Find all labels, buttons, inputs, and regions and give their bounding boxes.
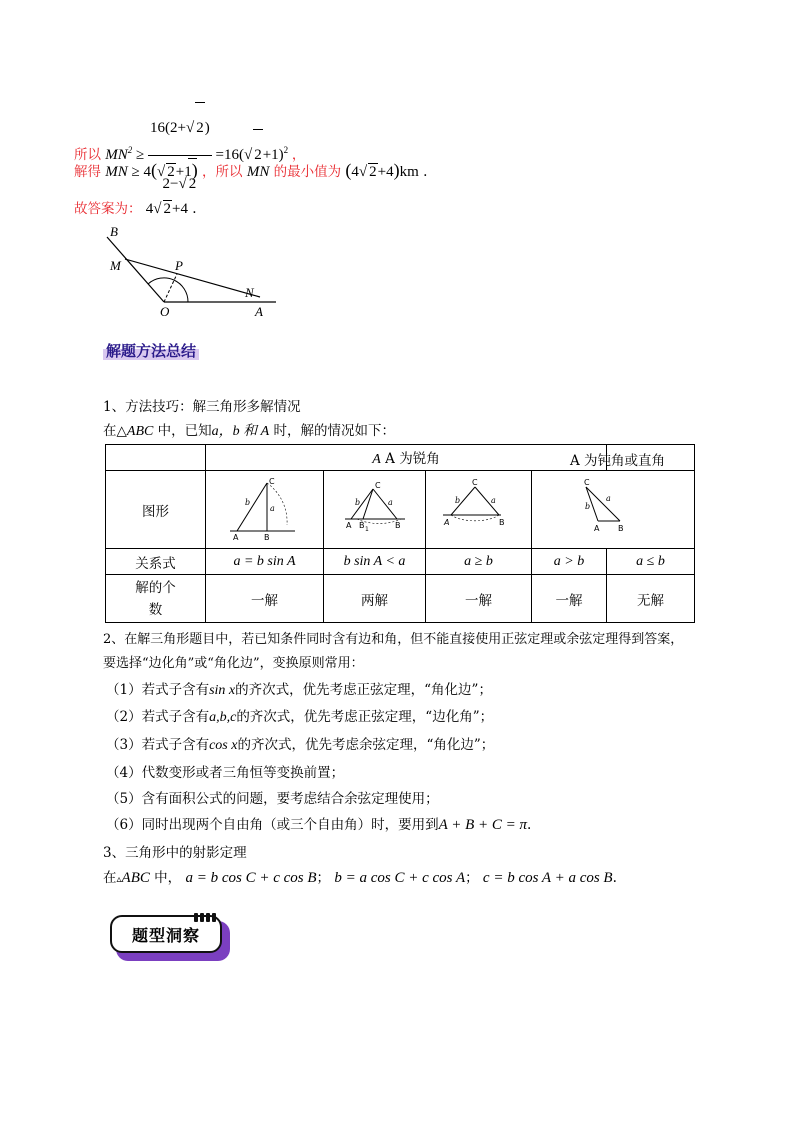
figure-cell-3 bbox=[426, 471, 532, 549]
item1-intro: 在△ABC 中，已知a，b 和 A 时，解的情况如下： bbox=[103, 423, 395, 439]
figure-cell-2 bbox=[324, 471, 426, 549]
triangle-figure-1 bbox=[225, 475, 305, 541]
rule-3: （3）若式子含有cos x的齐次式，优先考虑余弦定理，“角化边”； bbox=[106, 737, 495, 753]
count-4: 一解 bbox=[532, 575, 607, 623]
label-a: A bbox=[255, 304, 263, 319]
svg-text:C: C bbox=[268, 476, 275, 486]
table-relation-row bbox=[106, 549, 695, 575]
fraction: $\frac{16(2+√ 2)}{2-√ 2}$ bbox=[148, 102, 212, 209]
label-p: P bbox=[175, 258, 183, 273]
relation-1: a = b sin A bbox=[206, 549, 324, 575]
svg-text:b: b bbox=[454, 495, 460, 505]
solution-line-3: 故答案为： 4√ 2+4 . bbox=[74, 201, 197, 217]
figure-cell-4 bbox=[532, 471, 695, 549]
figure-cell-1 bbox=[206, 471, 324, 549]
triangle-figure-4 bbox=[558, 475, 668, 541]
svg-text:b: b bbox=[585, 501, 591, 511]
svg-text:A: A bbox=[345, 520, 351, 530]
count-5: 无解 bbox=[607, 575, 695, 623]
relation-3: a ≥ b bbox=[426, 549, 532, 575]
table-figure-row bbox=[106, 471, 695, 549]
svg-text:b: b bbox=[244, 497, 250, 507]
relation-2: b sin A < a bbox=[324, 549, 426, 575]
svg-text:C: C bbox=[374, 480, 381, 490]
svg-text:B: B bbox=[618, 523, 624, 533]
triangle-figure-3 bbox=[439, 475, 519, 541]
svg-text:a: a bbox=[490, 495, 496, 505]
row-label-figure: 图形 bbox=[106, 471, 206, 549]
rule-1: （1）若式子含有sin x的齐次式，优先考虑正弦定理，“角化边”； bbox=[106, 682, 492, 698]
svg-text:b: b bbox=[354, 497, 360, 507]
projection-formulas: 在▵ABC 中， a = b cos C + c cos B； b = a cos C + c cos A； c = b cos A + a cos B. bbox=[103, 870, 617, 886]
solution-line-1: 所以 $MN^2$ ≥ $\frac{16(2+√ 2)}{2-√ 2}$ =16(√ 2+1)$^2$ ， bbox=[74, 102, 305, 152]
svg-text:C: C bbox=[471, 477, 478, 487]
segment-mn bbox=[125, 259, 260, 297]
svg-text:1: 1 bbox=[364, 525, 369, 533]
header-obtuse-label: A 为钝角或直角 bbox=[569, 453, 666, 469]
item2-line-2: 要选择“边化角”或“角化边”，变换原则常用： bbox=[103, 656, 364, 671]
solution-line-2: 解得 MN ≥ 4(√ 2+1) ，所以 MN 的最小值为 (4√ 2+4)km . bbox=[74, 160, 428, 180]
table-count-row bbox=[106, 575, 695, 623]
solution-count-table bbox=[105, 444, 695, 623]
svg-text:C: C bbox=[584, 477, 590, 487]
svg-text:a: a bbox=[269, 503, 275, 513]
count-2: 两解 bbox=[324, 575, 426, 623]
heading-text: 解题方法总结 bbox=[103, 342, 199, 360]
row-label-relation: 关系式 bbox=[106, 549, 206, 575]
item2-line-1: 2、在解三角形题目中，若已知条件同时含有边和角，但不能直接使用正弦定理或余弦定理得到答案， bbox=[103, 632, 684, 647]
rule-2: （2）若式子含有a,b,c的齐次式，优先考虑正弦定理，“边化角”； bbox=[106, 709, 494, 725]
item3-title: 3、三角形中的射影定理 bbox=[103, 845, 247, 861]
rule-4: （4）代数变形或者三角恒等变换前置； bbox=[106, 765, 345, 781]
label-o: O bbox=[160, 304, 170, 319]
rule-5: （5）含有面积公式的问题，要考虑结合余弦定理使用； bbox=[106, 791, 439, 807]
math-mn-squared: $MN^2$ ≥ $\frac{16(2+√ 2)}{2-√ 2}$ =16(√ 2+1)$^2$ bbox=[105, 147, 292, 163]
label-m: M bbox=[110, 258, 121, 273]
triangle-figure-2 bbox=[335, 475, 415, 541]
svg-text:B: B bbox=[263, 532, 269, 541]
badge-label: 题型洞察 bbox=[131, 926, 200, 945]
item1-title: 1、方法技巧：解三角形多解情况 bbox=[103, 399, 301, 415]
label-b: B bbox=[110, 224, 118, 239]
table-corner-cell bbox=[106, 445, 206, 471]
label-n: N bbox=[245, 285, 254, 300]
svg-text:A: A bbox=[594, 523, 600, 533]
math-mn-bound: MN ≥ 4(√ 2+1) bbox=[105, 160, 198, 180]
header-acute: A A 为锐角 bbox=[206, 445, 607, 471]
relation-4: a > b bbox=[532, 549, 607, 575]
svg-text:B: B bbox=[394, 520, 400, 530]
row-label-count: 解的个 数 bbox=[106, 575, 206, 623]
svg-text:A: A bbox=[232, 532, 238, 541]
section-heading bbox=[103, 340, 199, 361]
svg-text:B: B bbox=[358, 520, 364, 530]
section-badge bbox=[110, 915, 232, 961]
svg-text:a: a bbox=[606, 493, 611, 503]
text-prefix: 所以 bbox=[74, 146, 101, 163]
rule-6: （6）同时出现两个自由角（或三个自由角）时，要用到A + B + C = π. bbox=[106, 817, 532, 833]
count-3: 一解 bbox=[426, 575, 532, 623]
svg-text:B: B bbox=[498, 517, 504, 527]
svg-text:a: a bbox=[387, 497, 393, 507]
geometry-figure bbox=[100, 222, 280, 322]
relation-5: a ≤ b bbox=[607, 549, 695, 575]
svg-text:A: A bbox=[443, 517, 449, 527]
count-1: 一解 bbox=[206, 575, 324, 623]
